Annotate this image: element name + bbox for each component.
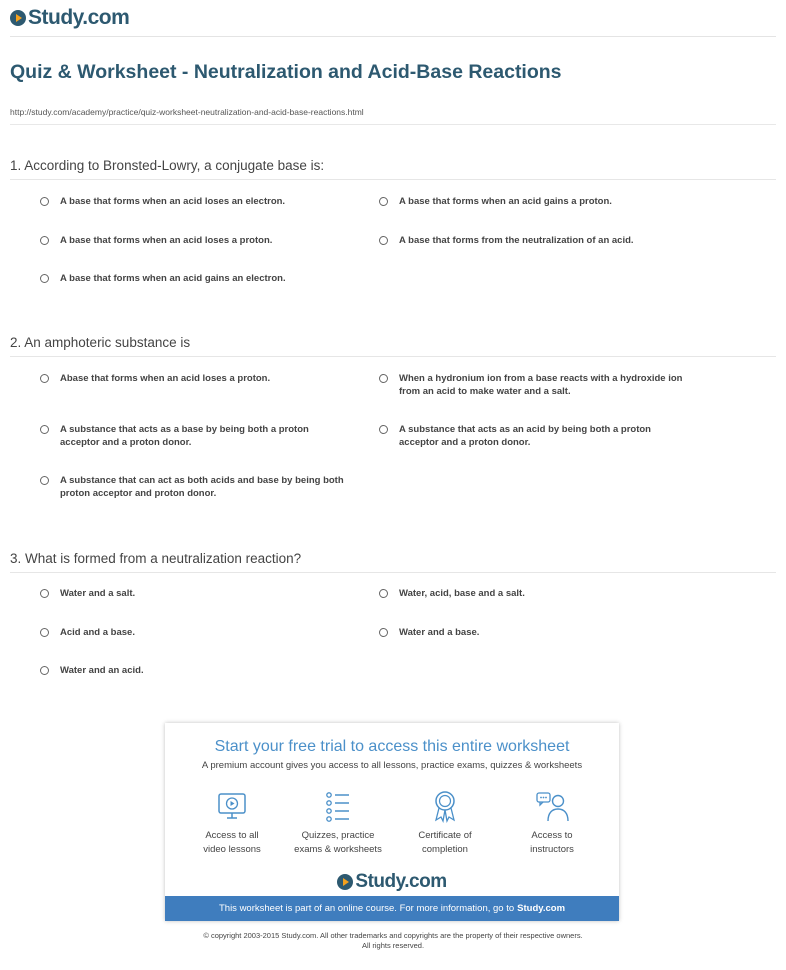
radio-button-icon[interactable] [379, 374, 388, 383]
page-url[interactable]: http://study.com/academy/practice/quiz-worksheet-neutralization-and-acid-base-reactions.html [10, 107, 364, 117]
radio-button-icon[interactable] [379, 197, 388, 206]
answer-option[interactable] [379, 626, 679, 639]
feature-label-line2: completion [422, 844, 468, 855]
promo-study-logo[interactable] [165, 871, 619, 893]
answer-option[interactable] [379, 587, 679, 600]
option-label: A substance that acts as a base by being both a proton acceptor and a proton donor. [60, 424, 309, 448]
radio-button-icon[interactable] [40, 374, 49, 383]
radio-button-icon[interactable] [40, 589, 49, 598]
copyright-line2: All rights reserved. [361, 941, 425, 950]
question-text: 3. What is formed from a neutralization reaction? [10, 551, 776, 573]
feature-instructors [497, 789, 607, 857]
promo-footer-link[interactable]: Study.com [517, 903, 566, 914]
play-circle-icon [337, 874, 353, 890]
option-label: A substance that can act as both acids and base by being both proton acceptor and proton donor. [60, 475, 344, 499]
url-divider [10, 124, 776, 125]
option-label: A base that forms when an acid loses a proton. [60, 235, 273, 246]
radio-button-icon[interactable] [379, 589, 388, 598]
promo-title[interactable]: Start your free trial to access this entire worksheet [214, 738, 570, 755]
certificate-icon [428, 789, 462, 823]
option-label: A base that forms from the neutralization of an acid. [399, 235, 634, 246]
feature-label-line1: Access to all [205, 830, 259, 841]
option-label: A base that forms when an acid gains a proton. [399, 196, 612, 207]
option-label: Water and a base. [399, 627, 480, 638]
option-label: A base that forms when an acid gains an electron. [60, 273, 286, 284]
radio-button-icon[interactable] [40, 274, 49, 283]
radio-button-icon[interactable] [379, 236, 388, 245]
option-label: Abase that forms when an acid loses a proton. [60, 373, 271, 384]
study-logo[interactable] [10, 6, 129, 30]
quiz-list-icon [321, 789, 355, 823]
answer-option[interactable] [379, 423, 679, 449]
copyright [0, 931, 786, 951]
play-circle-icon [10, 10, 26, 26]
question-text: 1. According to Bronsted-Lowry, a conjugate base is: [10, 158, 776, 180]
option-label: Acid and a base. [60, 627, 135, 638]
instructor-icon [535, 789, 569, 823]
radio-button-icon[interactable] [40, 628, 49, 637]
promo-footer-text: This worksheet is part of an online course. For more information, go to [218, 903, 515, 914]
radio-button-icon[interactable] [40, 666, 49, 675]
logo-text: Study.com [28, 6, 130, 29]
feature-video-lessons [177, 789, 287, 857]
radio-button-icon[interactable] [40, 476, 49, 485]
option-label: When a hydronium ion from a base reacts with a hydroxide ion from an acid to make water and a salt. [399, 373, 683, 397]
feature-label-line1: Quizzes, practice [301, 830, 375, 841]
feature-label-line1: Certificate of [418, 830, 472, 841]
answer-option[interactable] [40, 234, 340, 247]
promo-subtitle: A premium account gives you access to all lessons, practice exams, quizzes & worksheets [201, 760, 583, 771]
radio-button-icon[interactable] [40, 236, 49, 245]
free-trial-promo [165, 723, 619, 921]
answer-option[interactable] [40, 423, 340, 449]
radio-button-icon[interactable] [40, 197, 49, 206]
answer-option[interactable] [379, 195, 709, 208]
option-label: Water and a salt. [60, 588, 136, 599]
answer-option[interactable] [40, 195, 340, 208]
feature-label-line2: video lessons [203, 844, 261, 855]
answer-option[interactable] [379, 234, 709, 247]
radio-button-icon[interactable] [379, 628, 388, 637]
option-label: Water and an acid. [60, 665, 144, 676]
question-2 [10, 335, 776, 357]
feature-label-line2: exams & worksheets [294, 844, 382, 855]
answer-option[interactable] [40, 372, 340, 385]
feature-quizzes [283, 789, 393, 857]
answer-option[interactable] [40, 664, 340, 677]
radio-button-icon[interactable] [40, 425, 49, 434]
answer-option[interactable] [40, 474, 365, 500]
page-title: Quiz & Worksheet - Neutralization and Acid-Base Reactions [10, 61, 562, 83]
feature-label-line1: Access to [531, 830, 573, 841]
promo-footer-bar [165, 896, 619, 921]
answer-option[interactable] [40, 587, 340, 600]
option-label: A base that forms when an acid loses an electron. [60, 196, 286, 207]
feature-certificate [390, 789, 500, 857]
question-1 [10, 158, 776, 180]
answer-option[interactable] [40, 626, 340, 639]
copyright-line1: © copyright 2003-2015 Study.com. All other trademarks and copyrights are the property of their respective owners. [203, 931, 583, 940]
logo-text: Study.com [355, 871, 447, 892]
option-label: A substance that acts as an acid by being both a proton acceptor and a proton donor. [399, 424, 651, 448]
answer-option[interactable] [40, 272, 340, 285]
question-3 [10, 551, 776, 573]
feature-label-line2: instructors [530, 844, 574, 855]
question-text: 2. An amphoteric substance is [10, 335, 776, 357]
header-divider [10, 36, 776, 37]
answer-option[interactable] [379, 372, 704, 398]
radio-button-icon[interactable] [379, 425, 388, 434]
video-lesson-icon [215, 789, 249, 823]
option-label: Water, acid, base and a salt. [399, 588, 525, 599]
